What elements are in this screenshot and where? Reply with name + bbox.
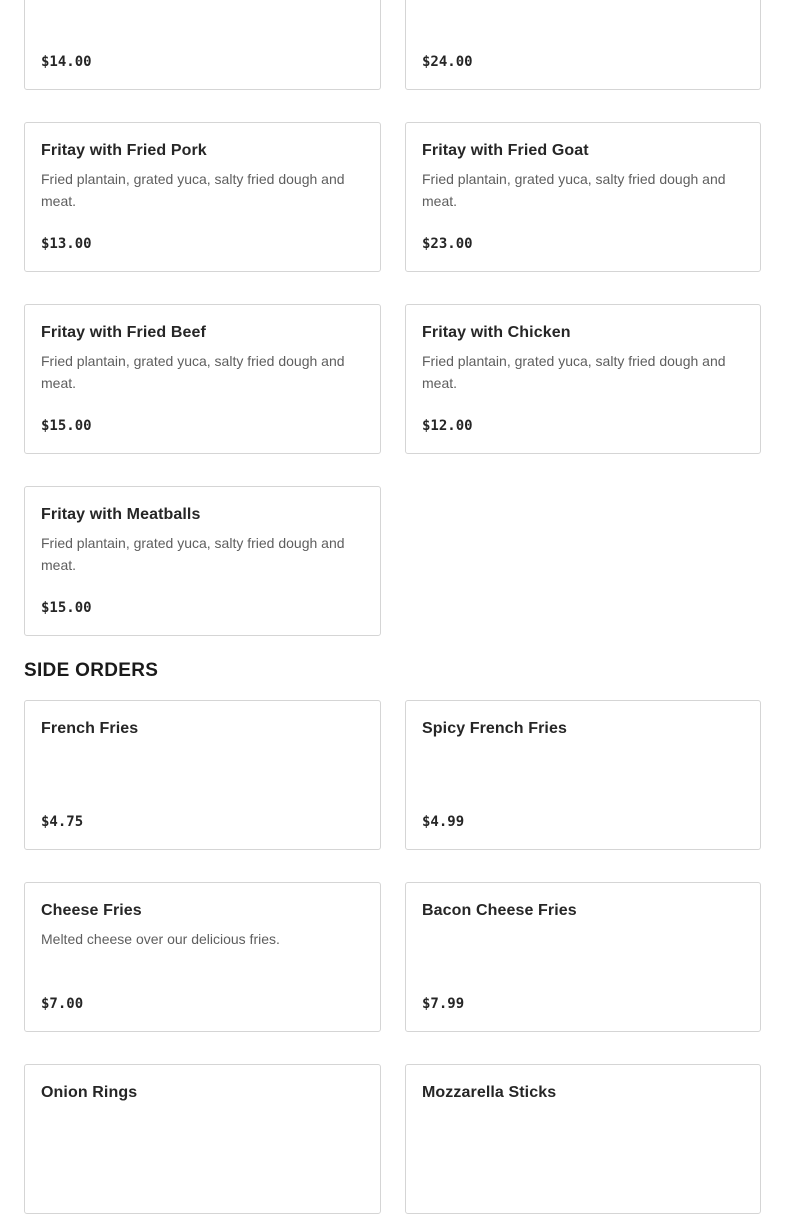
item-price: $24.00 <box>422 54 473 70</box>
item-name: Spicy French Fries <box>422 720 567 737</box>
menu-item-card[interactable] <box>405 882 761 1032</box>
item-name: Fritay with Fried Beef <box>41 324 206 341</box>
item-description: Fried plantain, grated yuca, salty fried dough and meat. <box>41 535 345 573</box>
item-name: Bacon Cheese Fries <box>422 902 577 919</box>
item-name: Onion Rings <box>41 1084 138 1101</box>
item-price: $4.99 <box>422 814 465 830</box>
item-price: $15.00 <box>41 418 92 434</box>
menu-item-card[interactable] <box>24 1064 381 1214</box>
item-price: $4.75 <box>41 814 84 830</box>
item-name: Fritay with Meatballs <box>41 506 201 523</box>
item-price: $7.99 <box>422 996 465 1012</box>
menu-item-card[interactable] <box>405 304 761 454</box>
item-name: Mozzarella Sticks <box>422 1084 557 1101</box>
item-name: Cheese Fries <box>41 902 142 919</box>
menu-item-card[interactable] <box>405 0 761 90</box>
item-name: Fritay with Chicken <box>422 324 571 341</box>
item-name: French Fries <box>41 720 139 737</box>
item-price: $14.00 <box>41 54 92 70</box>
menu-item-card[interactable] <box>24 486 381 636</box>
menu-item-card[interactable] <box>405 700 761 850</box>
item-description: Fried plantain, grated yuca, salty fried dough and meat. <box>422 171 726 209</box>
section-title-side-orders: SIDE ORDERS <box>24 660 159 681</box>
menu-item-card[interactable] <box>405 1064 761 1214</box>
item-description: Fried plantain, grated yuca, salty fried dough and meat. <box>41 353 345 391</box>
menu-item-card[interactable] <box>24 304 381 454</box>
menu-item-card[interactable] <box>24 122 381 272</box>
item-name: Fritay with Fried Pork <box>41 142 207 159</box>
item-price: $13.00 <box>41 236 92 252</box>
menu-item-card[interactable] <box>24 0 381 90</box>
item-price: $23.00 <box>422 236 473 252</box>
item-description: Fried plantain, grated yuca, salty fried dough and meat. <box>41 171 345 209</box>
menu-item-card[interactable] <box>405 122 761 272</box>
item-price: $15.00 <box>41 600 92 616</box>
item-price: $12.00 <box>422 418 473 434</box>
menu-item-card[interactable] <box>24 700 381 850</box>
item-price: $7.00 <box>41 996 84 1012</box>
item-description: Fried plantain, grated yuca, salty fried dough and meat. <box>422 353 726 391</box>
menu-item-card[interactable] <box>24 882 381 1032</box>
item-name: Fritay with Fried Goat <box>422 142 589 159</box>
item-description: Melted cheese over our delicious fries. <box>41 931 280 947</box>
